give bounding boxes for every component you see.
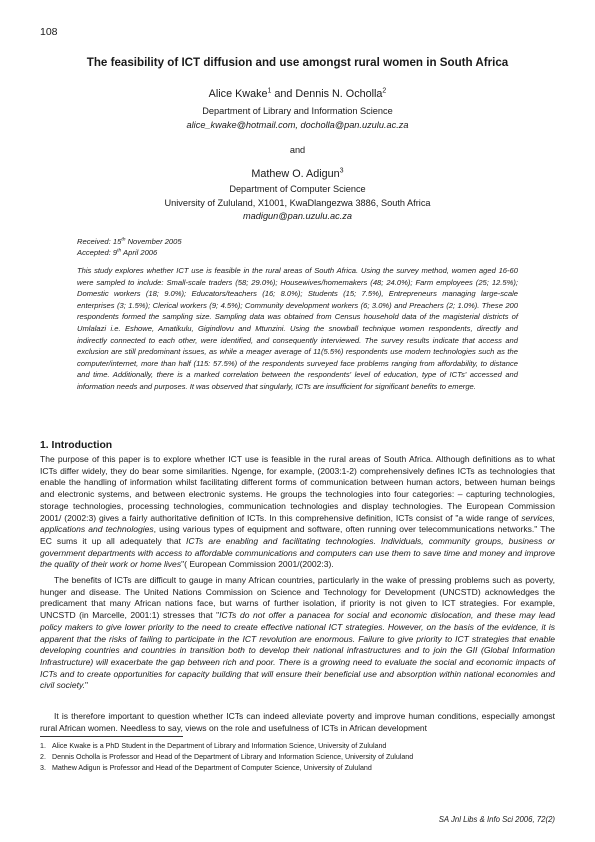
intro-paragraph-3: It is therefore important to question whether ICTs can indeed alleviate poverty and improve human conditions, especially amongst rural African women. Needless to say, views on the role and usefulness of ICTs in African development <box>40 711 555 733</box>
author-adigun: Mathew O. Adigun <box>251 168 340 180</box>
author-adigun-footnote-mark: 3 <box>339 167 344 175</box>
author-kwake-footnote-mark: 1 <box>267 87 272 95</box>
author-emails: alice_kwake@hotmail.com, docholla@pan.uzulu.ac.za <box>186 120 409 130</box>
affiliation-address: University of Zululand, X1001, KwaDlangezwa 3886, South Africa <box>164 198 431 208</box>
received-date: Received: 15th November 2005 <box>77 237 182 246</box>
section-heading-introduction: 1. Introduction <box>40 440 113 451</box>
authors-line <box>40 88 555 100</box>
and-separator: and <box>289 145 306 155</box>
intro-paragraph-2: The benefits of ICTs are difficult to gauge in many African countries, particularly in the wake of pressing problems such as poverty, hunger and disease. The United Nations Commission on Science and Technology for Development (UNCSTD) acknowledges the predicament that many African nations face, but warns of further isolation, if priority is not given to ICT strategies. For example, UNCSTD (in Marcelle, 2001:1) stresses that "ICTs do not offer a panacea for social and economic dislocation, and these may lead policy makers to give lower priority to the need to create effective national ICT strategies. However, on the basis of the evidence, it is apparent that the risks of failing to participate in the ICT revolution are enormous. Failure to give priority to ICT strategies that enable developing countries and countries in transition both to develop their national infrastructures and to join the GII (Global Information Infrastructure) will exacerbate the gap between rich and poor. There is a growing need to evaluate the social and economic impacts of ICTs and to create opportunities for capacity building that will ensure their beneficial use and absorption within national economies and civil society." <box>40 575 555 691</box>
author-email-adigun: madigun@pan.uzulu.ac.za <box>243 211 352 221</box>
accepted-date: Accepted: 9th April 2006 <box>77 248 158 257</box>
affiliation-computer-science: Department of Computer Science <box>229 184 366 194</box>
intro-paragraph-1: The purpose of this paper is to explore whether ICT use is feasible in the rural areas of South Africa. Although definitions as to what ICTs differ widely, they do bear some similarities. Ngenge, for example, (2003:1-2) comprehensively defines ICTs as technologies that enable the handling of information whilst facilitating different forms of communication between human actors, between human beings and electronic systems, and between electronic systems. He groups the technologies into four categories: – capturing technologies, storage technologies, processing technologies, communication technologies and display technologies. The European Commission 2001/ (2002:3) gives a fairly authoritative definition of ICTs. In this comprehensive definition, ICTs consist of "a wide range of services, applications and technologies, using various types of equipment and software, often running over telecommunications networks." The EC sums it up all adequately that ICTs are enabling and facilitating technologies. Individuals, community groups, business or government departments with access to affordable communications and computers can use them to save time and money and improve the quality of their work or home lives"( European Commission 2001/(2002:3). <box>40 454 556 570</box>
footnote-divider <box>40 736 183 737</box>
footnote-2: 2. Dennis Ocholla is Professor and Head of the Department of Library and Information Science, University of Zululand <box>40 753 414 761</box>
authors-conjunction: and <box>271 88 296 100</box>
paper-title: The feasibility of ICT diffusion and use amongst rural women in South Africa <box>86 56 509 69</box>
abstract: This study explores whether ICT use is feasible in the rural areas of South Africa. Using the survey method, women aged 16-60 were sampled to include: Small-scale traders (58; 29.0%); Housewives/homemakers (48; 24.0%); Farm employees (25; 12.5%); Domestic workers (18; 9.0%); Educators/teachers (16; 8.0%); Students (15; 7.5%), Entrepreneurs managing large-scale enterprises (3; 1.5%); Clerical workers (9; 4.5%); Community development workers (6; 3.0%) and Preachers (2; 1.0%). These 200 respondents formed the sampling size. Sampling data was obtained from Census household data of the magisterial districts of Umlalazi i.e. Eshowe, Amatikulu, Gigindlovu and Mtunzini. Using the snowball technique women respondents, directly and indirectly connected to each other, were identified, and consequently interviewed. The survey results indicate that access and exclusion are still predominant issues, as while a meager average of 11(5.5%) respondents use modern technologies such as the computer/internet, more than half (115: 57.5%) of the respondents surveyed face problems ranging from affordability, to distance and time. Additionally, there is a marked correlation between the respondents' level of education, type of ICTs' accessed and information needs and purposes. It was observed that singularly, ICTs are insufficient for significant benefits to emerge. <box>77 266 518 391</box>
author-ocholla: Dennis N. Ocholla <box>295 88 383 100</box>
footnote-3: 3. Mathew Adigun is Professor and Head of the Department of Computer Science, University of Zululand <box>40 764 372 772</box>
journal-reference: SA Jnl Libs & Info Sci 2006, 72(2) <box>438 815 555 824</box>
footnote-1: 1. Alice Kwake is a PhD Student in the Department of Library and Information Science, University of Zululand <box>40 742 387 750</box>
author-kwake: Alice Kwake <box>208 88 268 100</box>
affiliation-library-science: Department of Library and Information Science <box>202 106 393 116</box>
author-adigun-line <box>40 168 555 180</box>
author-ocholla-footnote-mark: 2 <box>382 87 387 95</box>
page-number: 108 <box>40 26 58 38</box>
